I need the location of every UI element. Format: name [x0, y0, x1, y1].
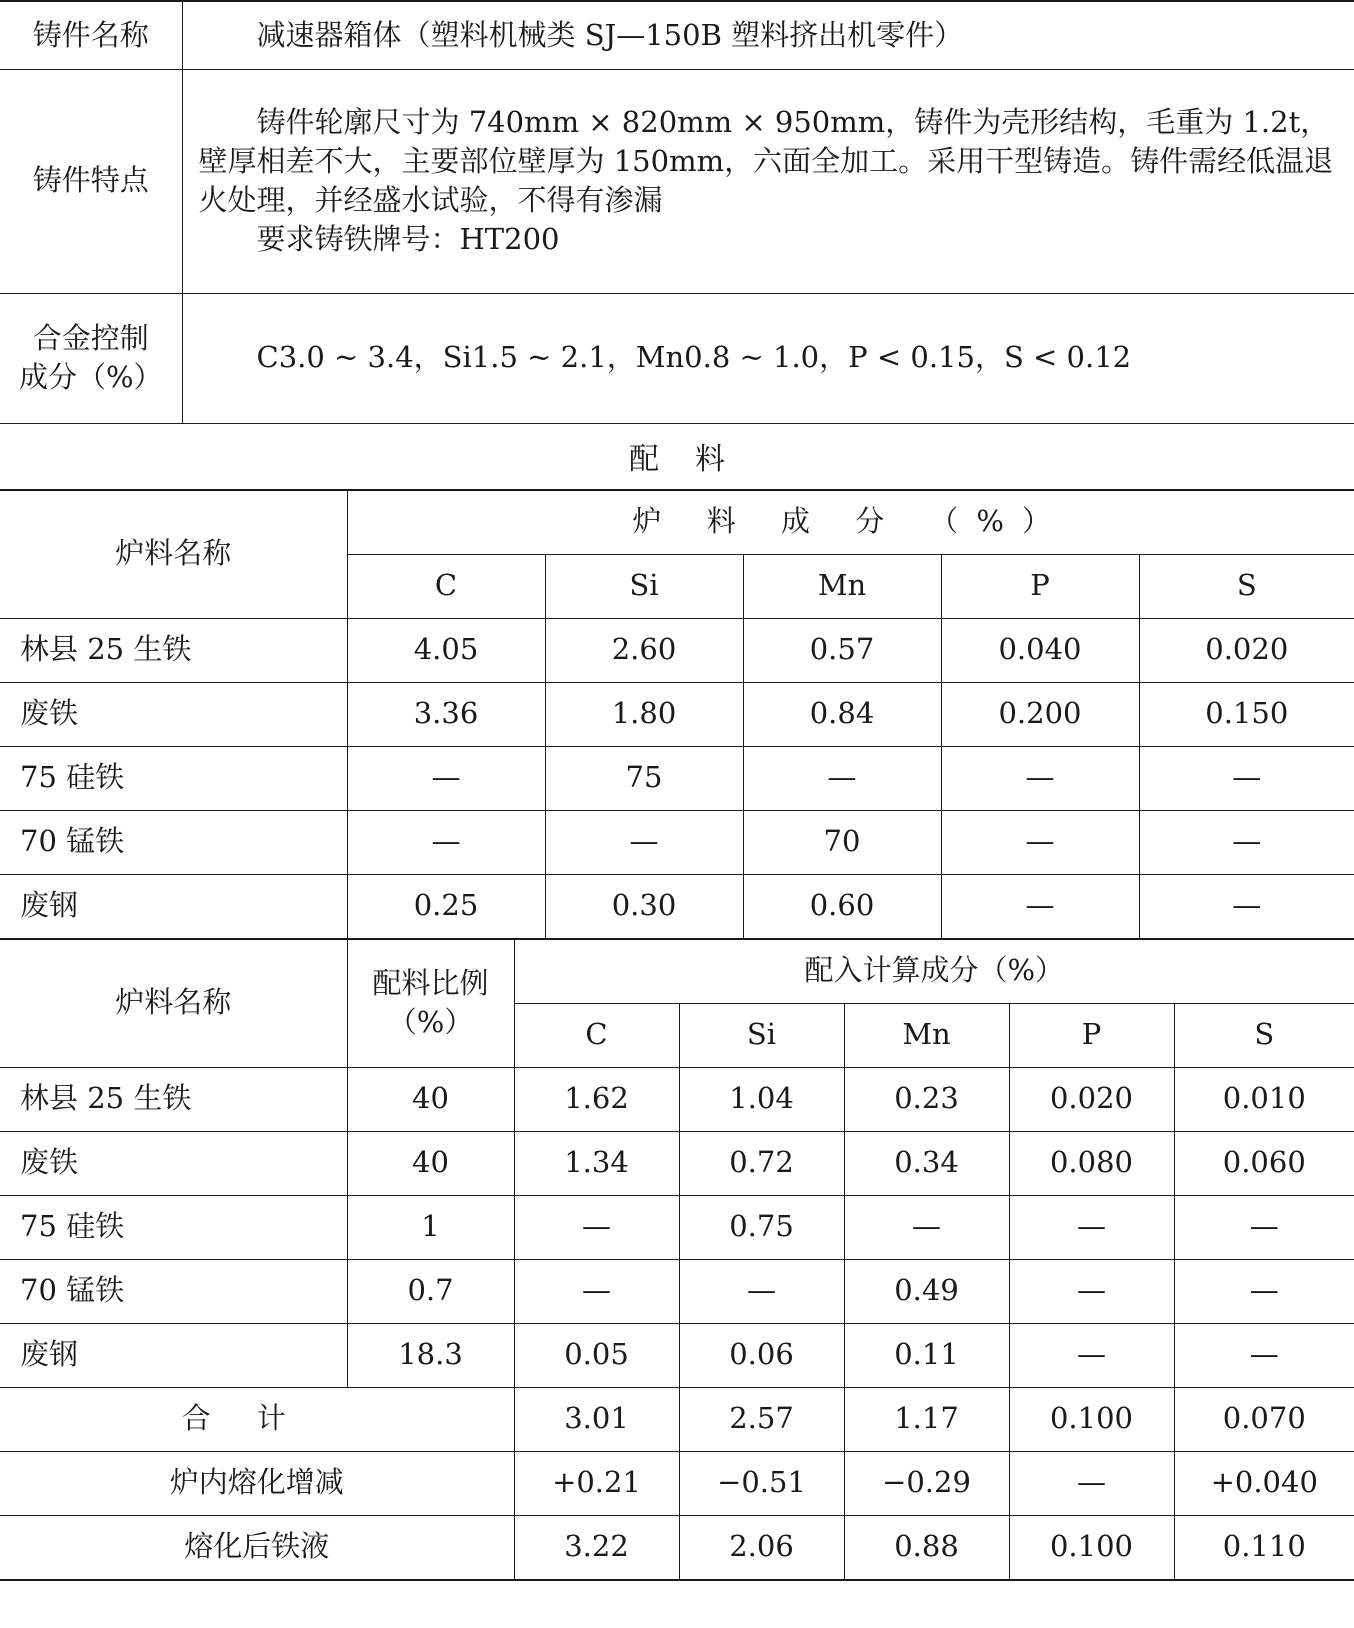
section-title: 配料 [0, 424, 1354, 490]
calc-ratio-cell: 0.7 [347, 1259, 514, 1323]
charge-name-cell: 废铁 [0, 682, 347, 746]
calc-value-cell: 0.23 [844, 1067, 1009, 1131]
summary-value-cell: 3.22 [514, 1515, 679, 1580]
charge-value-cell: 0.25 [347, 874, 545, 938]
calculated-composition-table [0, 939, 1354, 1581]
summary-row [0, 1515, 1354, 1580]
charge-value-cell: — [545, 810, 743, 874]
calc-value-cell: — [844, 1195, 1009, 1259]
calc-value-cell: 0.75 [679, 1195, 844, 1259]
summary-value-cell: — [1009, 1451, 1174, 1515]
summary-label-cell: 炉内熔化增减 [0, 1451, 514, 1515]
casting-info-table [0, 0, 1354, 424]
summary-value-cell: +0.21 [514, 1451, 679, 1515]
summary-value-cell: 0.100 [1009, 1515, 1174, 1580]
calc-ratio-cell: 1 [347, 1195, 514, 1259]
calc-column-header: S [1174, 1003, 1354, 1067]
casting-grade-text: 要求铸铁牌号：HT200 [256, 222, 560, 257]
calc-value-cell: 0.05 [514, 1323, 679, 1387]
calc-value-cell: — [514, 1259, 679, 1323]
charge-name-cell: 70 锰铁 [0, 810, 347, 874]
calc-name-header: 炉料名称 [0, 939, 347, 1067]
alloy-control-label: 合金控制 成分（%） [0, 293, 182, 423]
calc-value-cell: 1.62 [514, 1067, 679, 1131]
table-row [0, 746, 1354, 810]
alloy-control-row [0, 293, 1354, 423]
charge-value-cell: 75 [545, 746, 743, 810]
calc-name-cell: 林县 25 生铁 [0, 1067, 347, 1131]
charge-value-cell: — [347, 746, 545, 810]
calc-value-cell: — [679, 1259, 844, 1323]
summary-value-cell: +0.040 [1174, 1451, 1354, 1515]
calc-value-cell: 0.11 [844, 1323, 1009, 1387]
calc-value-cell: 0.020 [1009, 1067, 1174, 1131]
charge-column-header: Mn [743, 554, 941, 618]
summary-label-cell: 合计 [0, 1387, 514, 1451]
calc-group-header: 配入计算成分（%） [514, 939, 1354, 1003]
charge-column-header: C [347, 554, 545, 618]
calc-value-cell: — [1174, 1195, 1354, 1259]
calc-value-cell: 0.010 [1174, 1067, 1354, 1131]
table-row [0, 810, 1354, 874]
calc-value-cell: 0.34 [844, 1131, 1009, 1195]
table-row [0, 682, 1354, 746]
calc-value-cell: — [1174, 1259, 1354, 1323]
calc-column-header: Si [679, 1003, 844, 1067]
calc-name-cell: 70 锰铁 [0, 1259, 347, 1323]
charge-value-cell: 3.36 [347, 682, 545, 746]
summary-value-cell: 2.57 [679, 1387, 844, 1451]
summary-value-cell: 0.070 [1174, 1387, 1354, 1451]
calc-name-cell: 75 硅铁 [0, 1195, 347, 1259]
charge-value-cell: — [743, 746, 941, 810]
calc-header-row [0, 939, 1354, 1003]
casting-name-value: 减速器箱体（塑料机械类 SJ—150B 塑料挤出机零件） [182, 1, 1354, 69]
calc-name-cell: 废铁 [0, 1131, 347, 1195]
charge-value-cell: 2.60 [545, 618, 743, 682]
summary-value-cell: 0.100 [1009, 1387, 1174, 1451]
calc-column-header: C [514, 1003, 679, 1067]
charge-name-header: 炉料名称 [0, 490, 347, 618]
charge-value-cell: — [941, 810, 1139, 874]
casting-feature-row [0, 69, 1354, 293]
charge-value-cell: 0.84 [743, 682, 941, 746]
charge-value-cell: 4.05 [347, 618, 545, 682]
charge-value-cell: 70 [743, 810, 941, 874]
charge-group-header: 炉 料 成 分 （%） [347, 490, 1354, 554]
table-row [0, 1131, 1354, 1195]
summary-value-cell: −0.51 [679, 1451, 844, 1515]
calc-ratio-cell: 40 [347, 1131, 514, 1195]
summary-value-cell: 2.06 [679, 1515, 844, 1580]
calc-value-cell: — [1174, 1323, 1354, 1387]
calc-value-cell: 0.060 [1174, 1131, 1354, 1195]
charge-column-header: P [941, 554, 1139, 618]
calc-value-cell: 0.72 [679, 1131, 844, 1195]
calc-column-header: P [1009, 1003, 1174, 1067]
calc-value-cell: 1.04 [679, 1067, 844, 1131]
summary-row [0, 1451, 1354, 1515]
charge-column-header: S [1139, 554, 1354, 618]
calc-value-cell: — [1009, 1323, 1174, 1387]
calc-column-header: Mn [844, 1003, 1009, 1067]
charge-value-cell: 0.200 [941, 682, 1139, 746]
calc-value-cell: 1.34 [514, 1131, 679, 1195]
charge-name-cell: 75 硅铁 [0, 746, 347, 810]
table-row [0, 1195, 1354, 1259]
charge-value-cell: — [941, 874, 1139, 938]
charge-value-cell: 0.60 [743, 874, 941, 938]
calc-value-cell: — [1009, 1259, 1174, 1323]
alloy-control-value: C3.0 ~ 3.4，Si1.5 ~ 2.1，Mn0.8 ~ 1.0，P < 0.15，S < 0.12 [182, 293, 1354, 423]
charge-value-cell: — [941, 746, 1139, 810]
casting-feature-text: 铸件轮廓尺寸为 740mm × 820mm × 950mm，铸件为壳形结构，毛重为 1.2t，壁厚相差不大，主要部位壁厚为 150mm，六面全加工。采用干型铸造。铸件需经低温退火处理，并经盛水试验，不得有渗漏 [198, 104, 1334, 217]
calc-value-cell: 0.49 [844, 1259, 1009, 1323]
calc-ratio-header: 配料比例 （%） [347, 939, 514, 1067]
charge-value-cell: — [1139, 746, 1354, 810]
casting-feature-label: 铸件特点 [0, 69, 182, 293]
summary-value-cell: 0.110 [1174, 1515, 1354, 1580]
charge-value-cell: — [347, 810, 545, 874]
charge-value-cell: — [1139, 874, 1354, 938]
summary-value-cell: −0.29 [844, 1451, 1009, 1515]
summary-value-cell: 1.17 [844, 1387, 1009, 1451]
charge-name-cell: 废钢 [0, 874, 347, 938]
charge-value-cell: 0.57 [743, 618, 941, 682]
table-row [0, 1259, 1354, 1323]
calc-ratio-cell: 18.3 [347, 1323, 514, 1387]
table-row [0, 874, 1354, 938]
casting-name-label: 铸件名称 [0, 1, 182, 69]
charge-value-cell: 0.040 [941, 618, 1139, 682]
casting-feature-content [182, 69, 1354, 293]
calc-value-cell: 0.06 [679, 1323, 844, 1387]
calc-value-cell: — [1009, 1195, 1174, 1259]
charge-value-cell: — [1139, 810, 1354, 874]
summary-row [0, 1387, 1354, 1451]
charge-composition-table [0, 490, 1354, 939]
charge-column-header: Si [545, 554, 743, 618]
calc-value-cell: — [514, 1195, 679, 1259]
charge-value-cell: 1.80 [545, 682, 743, 746]
charge-value-cell: 0.020 [1139, 618, 1354, 682]
summary-label-cell: 熔化后铁液 [0, 1515, 514, 1580]
calc-name-cell: 废钢 [0, 1323, 347, 1387]
table-row [0, 1067, 1354, 1131]
summary-value-cell: 3.01 [514, 1387, 679, 1451]
table-row [0, 618, 1354, 682]
charge-value-cell: 0.150 [1139, 682, 1354, 746]
casting-name-row [0, 1, 1354, 69]
calc-value-cell: 0.080 [1009, 1131, 1174, 1195]
charge-header-row [0, 490, 1354, 554]
calc-ratio-cell: 40 [347, 1067, 514, 1131]
charge-value-cell: 0.30 [545, 874, 743, 938]
table-row [0, 1323, 1354, 1387]
summary-value-cell: 0.88 [844, 1515, 1009, 1580]
charge-name-cell: 林县 25 生铁 [0, 618, 347, 682]
